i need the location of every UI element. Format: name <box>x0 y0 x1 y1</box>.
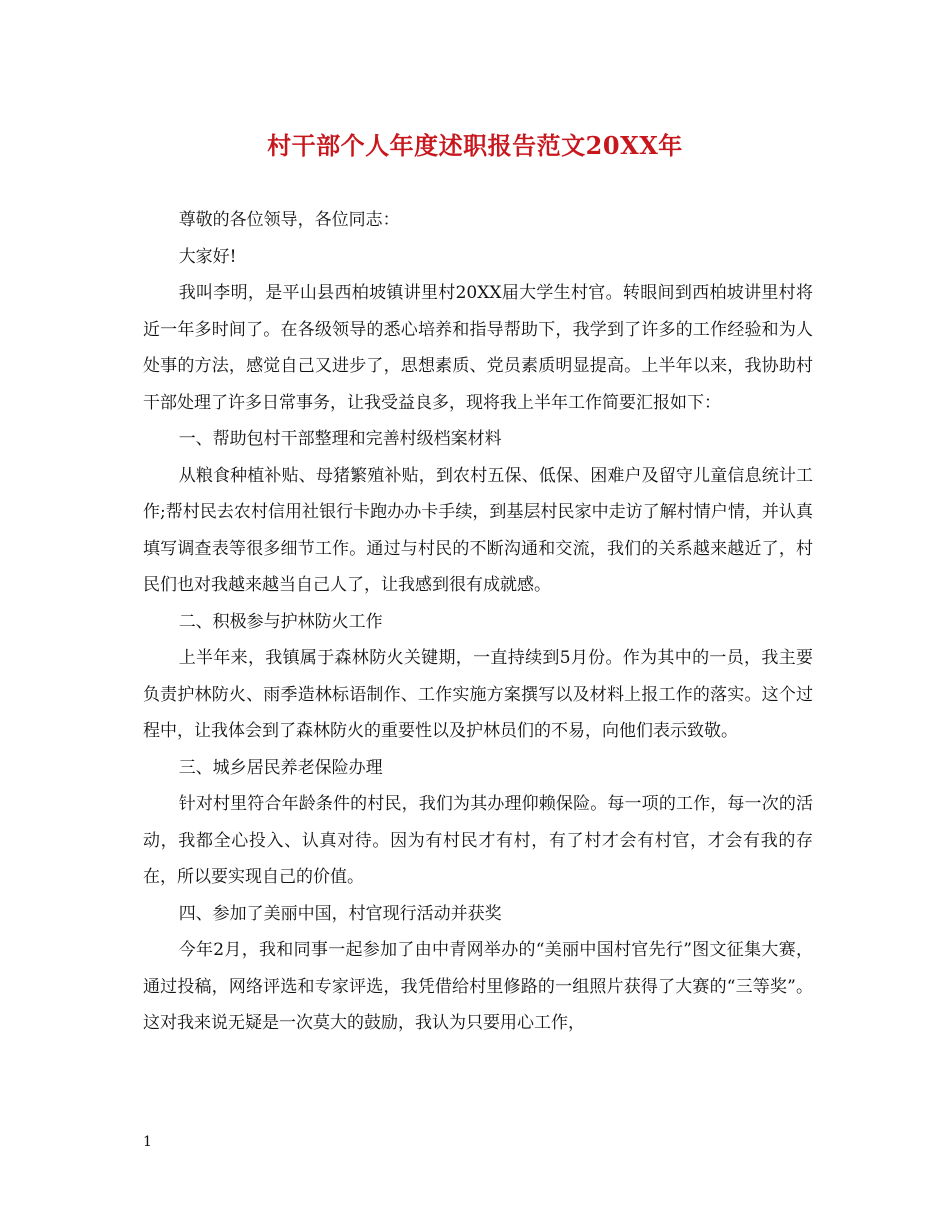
document-title: 村干部个人年度述职报告范文20XX年 <box>267 131 683 160</box>
section-one-paragraph: 从粮食种植补贴、母猪繁殖补贴，到农村五保、低保、困难户及留守儿童信息统计工作;帮村民去农村信用社银行卡跑办办卡手续，到基层村民家中走访了解村情户情，并认真填写调查表等很多细节工作。通过与村民的不断沟通和交流，我们的关系越来越近了，村民们也对我越来越当自己人了，让我感到很有成就感。 <box>143 465 813 595</box>
section-three-paragraph: 针对村里符合年龄条件的村民，我们为其办理仰赖保险。每一项的工作，每一次的活动，我都全心投入、认真对待。因为有村民才有村，有了村才会有村官，才会有我的存在，所以要实现自己的价值。 <box>143 794 813 887</box>
page-number: 1 <box>143 1134 152 1150</box>
section-heading-two: 二、积极参与护林防火工作 <box>178 611 383 632</box>
introduction-paragraph: 我叫李明，是平山县西柏坡镇讲里村20XX届大学生村官。转眼间到西柏坡讲里村将近一年多时间了。在各级领导的悉心培养和指导帮助下，我学到了许多的工作经验和为人处事的方法，感觉自己又进步了，思想素质、党员素质明显提高。上半年以来，我协助村干部处理了许多日常事务，让我受益良多，现将我上半年工作简要汇报如下： <box>143 283 813 413</box>
salutation-paragraph: 尊敬的各位领导，各位同志： <box>178 210 400 230</box>
section-heading-one: 一、帮助包村干部整理和完善村级档案材料 <box>178 429 502 449</box>
section-two-paragraph: 上半年来，我镇属于森林防火关键期，一直持续到5月份。作为其中的一员，我主要负责护林防火、雨季造林标语制作、工作实施方案撰写以及材料上报工作的落实。这个过程中，让我体会到了森林防火的重要性以及护林员们的不易，向他们表示致敬。 <box>143 648 813 741</box>
section-heading-four: 四、参加了美丽中国，村官现行活动并获奖 <box>178 903 502 924</box>
document-body <box>143 202 813 1042</box>
greeting-paragraph: 大家好! <box>178 246 237 267</box>
section-heading-three: 三、城乡居民养老保险办理 <box>178 757 383 778</box>
section-four-paragraph: 今年2月，我和同事一起参加了由中青网举办的“美丽中国村官先行”图文征集大赛，通过投稿，网络评选和专家评选，我凭借给村里修路的一组照片获得了大赛的“三等奖”。这对我来说无疑是一次莫大的鼓励，我认为只要用心工作， <box>143 940 813 1033</box>
